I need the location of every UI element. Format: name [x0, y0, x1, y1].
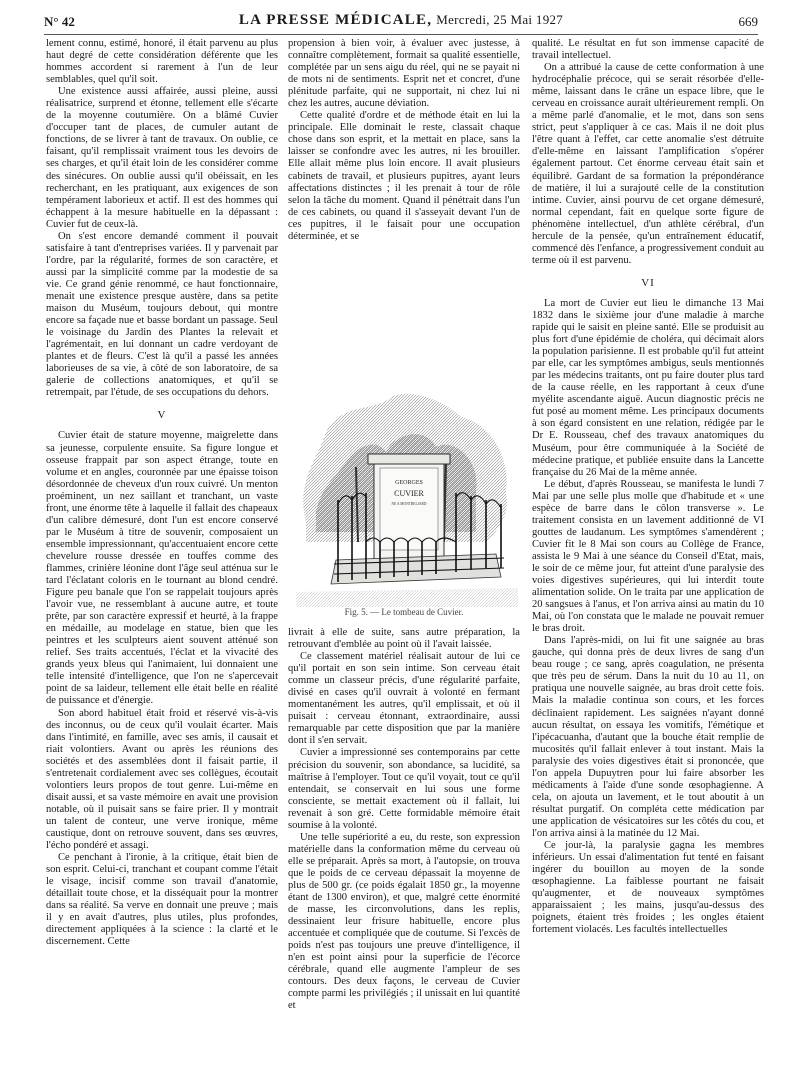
issue-number: N° 42	[44, 14, 75, 29]
paragraph: Cuvier a impressionné ses contemporains par cette précision du souvenir, son abondance, sa lucidité, sa maîtrise à l'employer. Tout ce qu'il voyait, tout ce qu'il entendait, se conservait en lui sous une forme consciente, se mettait exactement où il fallait, lui revenait à son gré. Cette formidable mémoire était soumise à la volonté.	[288, 747, 520, 831]
paragraph: qualité. Le résultat en fut son immense capacité de travail intellectuel.	[532, 38, 764, 62]
column-right	[532, 38, 764, 936]
tomb-inscription-last-name: CUVIER	[394, 489, 424, 498]
column-middle-bottom	[288, 627, 520, 1013]
paragraph: Ce jour-là, la paralysie gagna les membres inférieurs. Un essai d'alimentation fut tenté en faisant ingérer du bouillon au moyen de la sonde œsophagienne. La faiblesse pourtant ne faisait qu'augmenter, et de nouveaux symptômes apparaissaient ; les mains, jusqu'au-dessus des poignets, étaient très froides ; les ongles étaient fortement violacés. Les facultés intellectuelles	[532, 840, 764, 936]
paragraph: Une existence aussi affairée, aussi pleine, aussi réalisatrice, surprend et étonne, tellement elle s'écarte de la moyenne coutumière. On a blâmé Cuvier d'occuper tant de places, de cumuler autant de fonctions, de se livrer à tant de travaux. On oublie, ce faisant, qu'il remplissait vraiment tous les devoirs de ses charges, et qu'il était loin de les considérer comme des sinécures. On oublie aussi qu'il obéissait, en les recherchant, en les pratiquant, aux exigences de son tempérament laborieux et actif. Il est des hommes qui échappent à la mesure habituelle en la dépassant : Cuvier fut de ceux-là.	[46, 86, 278, 230]
tomb-illustration	[296, 392, 518, 607]
paragraph: On a attribué la cause de cette conformation à une hydrocéphalie précoce, qui se serait résorbée d'elle-même, laissant dans le crâne un espace libre, que le cerveau en croissance aurait ultérieurement rempli. On a même parlé d'anomalie, et le mot, dans son sens strict, peut s'appliquer à ce cas. Mais il ne doit plus l'être quant à l'effet, car cette anomalie s'est détruite d'elle-même en laissant l'amplification s'opérer également partout. Cet énorme cerveau était sain et équilibré. Gardant de sa formation la prépondérance de matière, il lui a surajouté celle de la constitution intime. Cuvier, ainsi pourvu de cet organe démesuré, normal cependant, fait en quelque sorte figure de phénomène intellectuel, d'un athlète cérébral, d'un hercule de la pensée, qu'un entraînement éducatif, commencé dès l'enfance, a progressivement conduit au terme où il est parvenu.	[532, 62, 764, 266]
paragraph: Son abord habituel était froid et réservé vis-à-vis des inconnus, ou de ceux qu'il voulait écarter. Mais dans l'intimité, en famille, avec ses amis, il causait et riait volontiers. Avant ou après les réunions des sociétés et des assemblées dont il faisait partie, il s'entretenait cordialement avec ses collègues, écoutait volontiers leurs propos de tout genre. Lui-même en disait aussi, et sa vaste mémoire en avait une provision notable, où il puisait sans se faire prier. Il y montrait un talent de conteur, une verve ironique, même caustique, dont on retrouve souvent, dans ses œuvres, l'écho pondéré et assagi.	[46, 707, 278, 852]
journal-name: LA PRESSE MÉDICALE,	[238, 12, 433, 28]
journal-title	[44, 12, 758, 29]
column-left	[46, 38, 278, 948]
paragraph: Ce classement matériel réalisait autour de lui ce qu'il portait en son sein intime. Son cerveau était comme un classeur précis, d'une régularité parfaite, divisé en cases qu'il ouvrait à volonté en fermant momentanément les autres, qu'il emplissait, et où il puisait : cerveau étonnant, extraordinaire, aussi remarquable par cette disposition que par la manière dont il s'en servait.	[288, 651, 520, 747]
paragraph: Cuvier était de stature moyenne, maigrelette dans sa jeunesse, corpulente ensuite. Sa figure longue et osseuse frappait par son aspect étrange, toute en volume et en angles, couronnée par une épaisse toison désordonnée de cheveux d'un roux cuivré. Un menton proéminent, un nez saillant et tranchant, un vaste front, une énorme tête à laquelle il fallait des chapeaux d'un calibre démesuré, dont l'un est encore conservé par le Muséum à titre de souvenir, composaient un ensemble impressionnant, qu'accentuaient encore cette chevelure rousse dressée en touffes comme des flammes, crinière léonine dont l'âge seul atténua sur le tard l'éclatant coloris en le tournant au blond cendré. Figure peu banale que l'on se rappelait toujours après l'avoir vue, ne ressemblant à aucune autre, et toute prête, par son caractère expressif et heurté, à la frappe en médaille, au modelage en statue, bien que les peintres et les sculpteurs aient souvent atténué son relief. Ses traits accentués, l'éclat et la vivacité des grands yeux bleus qui l'animaient, lui donnaient une telle intensité d'intelligence, que l'on ne s'apercevait point de sa laideur, tellement elle était belle en réalité de puissance et d'énergie.	[46, 430, 278, 707]
paragraph: Ce penchant à l'ironie, à la critique, était bien de son esprit. Celui-ci, tranchant et coupant comme l'était le visage, incisif comme son travail d'anatomie, détaillait toute chose, et la disséquait pour la montrer dans sa réalité. Sa verve en donnait une preuve ; mais il y en avait d'autres, plus utiles, plus profondes, directement appliquées à la science : la clarté et le discernement. Cette	[46, 852, 278, 948]
column-middle-top	[288, 38, 520, 243]
paragraph: propension à bien voir, à évaluer avec justesse, à connaître complètement, formait sa qualité essentielle, complétée par un sens aigu du réel, qui ne se payait ni de mots ni de sentiments. Esprit net et concret, d'une plénitude parfaite, qui ne supportait, ni chez lui ni chez les autres, aucune déviation.	[288, 38, 520, 110]
paragraph: Une telle supériorité a eu, du reste, son expression matérielle dans la conformation même du cerveau où elle se préparait. Après sa mort, à l'autopsie, on trouva que le poids de ce cerveau dépassait la moyenne de plus de 500 gr. (ce poids égalait 1850 gr., la moyenne étant de 1300 environ), et que, malgré cette énormité de masse, les circonvolutions, dans les replis, dessinaient leur frisure habituelle, encore plus accentuée et compliquée que de coutume. Si l'excès de poids n'est pas toujours une preuve d'intelligence, il n'en est point ainsi pour la superficie de l'écorce cérébrale, quand elle augmente l'ampleur de ses contours. Des deux façons, le cerveau de Cuvier compte parmi les privilégiés ; il unissait en lui quantité et	[288, 831, 520, 1012]
paragraph: La mort de Cuvier eut lieu le dimanche 13 Mai 1832 dans le sixième jour d'une maladie à marche rapide qui le saisit en pleine santé. Elle se produisit au plus fort d'une épidémie de choléra, qui décimait alors la population parisienne. Il est probable qu'il fut atteint par elle, car les symptômes ambigus, seuls mentionnés par les médecins traitants, ont pu faire douter plus tard de la cause réelle, en les rapportant à ceux d'une myélite ascendante aiguë. Aucun diagnostic précis ne fut posé au moment même. Les principaux documents à son égard consistent en une relation, rédigée par le Dr E. Rousseau, chef des travaux anatomiques du Muséum, pour être communiquée à la Société de médecine pratique, et publiée ensuite dans la Lancette française du 26 Mai de la même année.	[532, 297, 764, 478]
paragraph: livrait à elle de suite, sans autre préparation, la retrouvant d'emblée au point où il l'avait laissée.	[288, 627, 520, 651]
figure-caption: Fig. 5. — Le tombeau de Cuvier.	[344, 607, 464, 617]
paragraph: lement connu, estimé, honoré, il était parvenu au plus haut degré de cette considération déférente que les hommes accordent si rarement à l'un de leur semblables, quel qu'il soit.	[46, 38, 278, 86]
tomb-engraving	[296, 392, 518, 620]
page-number: 669	[738, 14, 758, 29]
paragraph: Le début, d'après Rousseau, se manifesta le lundi 7 Mai par une selle plus molle que d'habitude et « une espèce de barre dans le côlon transverse ». Le traitement consista en un lavement additionné de VI gouttes de laudanum. Les symptômes s'amendèrent ; Cuvier fit le 8 Mai son cours au Collège de France, assista le 9 Mai à une séance du Conseil d'Etat, mais, le soir de ce même jour, fut atteint d'une paralysie des voies digestives supérieures, qui lui interdit toute alimentation solide. On le traita par une application de 20 sangsues à l'anus, et l'on arriva ainsi au matin du 10 Mai, où l'on constata que le malade ne pouvait remuer le bras droit.	[532, 478, 764, 635]
tomb-inscription-first-name: GEORGES	[395, 480, 423, 486]
paragraph: On s'est encore demandé comment il pouvait satisfaire à tant d'entreprises variées. Il y parvenait par l'ordre, par la régularité, formes de son caractère, et aussi par la simplicité comme par la modestie de sa vie. Ce grand génie renommé, ce haut fonctionnaire, menait une existence presque austère, dans sa petite maison du Muséum, toujours debout, qui montre encore sa façade nue et basse bordant un passage. Seul le voisinage du Jardin des Plantes la relevait et l'agrémentait, en lui donnant un cadre verdoyant de plantes et de fleurs. C'est là qu'il a passé les années laborieuses de sa vie, à côté de son laboratoire, de sa galerie de collections anatomiques, et qu'il se retrempait, par l'étude, de ses occupations du dehors.	[46, 230, 278, 399]
section-heading: V	[157, 409, 167, 422]
tomb-inscription-birthplace: NE A MONTBELIARD	[391, 502, 427, 506]
paragraph: Dans l'après-midi, on lui fit une saignée au bras gauche, qui donna près de deux livres de sang d'un beau rouge ; ce sang, après coagulation, ne présenta que très peu de sérum. Dans la nuit du 10 au 11, on pratiqua une nouvelle saignée, au bras droit cette fois. Mais la maladie continua son cours, et les forces déclinaient rapidement. Les saignées n'ayant donné aucun résultat, on essaya les vomitifs, l'émétique et l'ipécacuanha, d'autant que la bouche était remplie de mucosités qu'il fallait enlever à tout instant. Mais la paralysie des voies digestives était si prononcée, que l'on appela Dupuytren pour lui faire absorber les médicaments à l'aide d'une sonde œsophagienne. A cela, on ajouta un lavement, et le tout aboutit à un résultat purgatif. On compléta cette médication par une application de vésicatoires sur les côtés du cou, et l'on arriva ainsi à la matinée du 12 Mai.	[532, 635, 764, 839]
issue-date: Mercredi, 25 Mai 1927	[436, 12, 564, 27]
paragraph: Cette qualité d'ordre et de méthode était en lui la principale. Elle dominait le reste, classait chaque chose dans son esprit, et la mettait en place, sans la laisser se confondre avec les autres, ni les brouiller. Elle allait même plus loin encore. Il avait plusieurs cabinets de travail, et plusieurs pupitres, ayant leurs affectations distinctes ; il les prenait à tour de rôle selon la tâche du moment. Quand il pénétrait dans l'un de ces cabinets, ou quand il s'asseyait devant l'un de ces pupitres, il le faisait pour une occupation déterminée, et se	[288, 110, 520, 242]
section-heading: VI	[641, 276, 655, 289]
page-header	[44, 8, 758, 35]
